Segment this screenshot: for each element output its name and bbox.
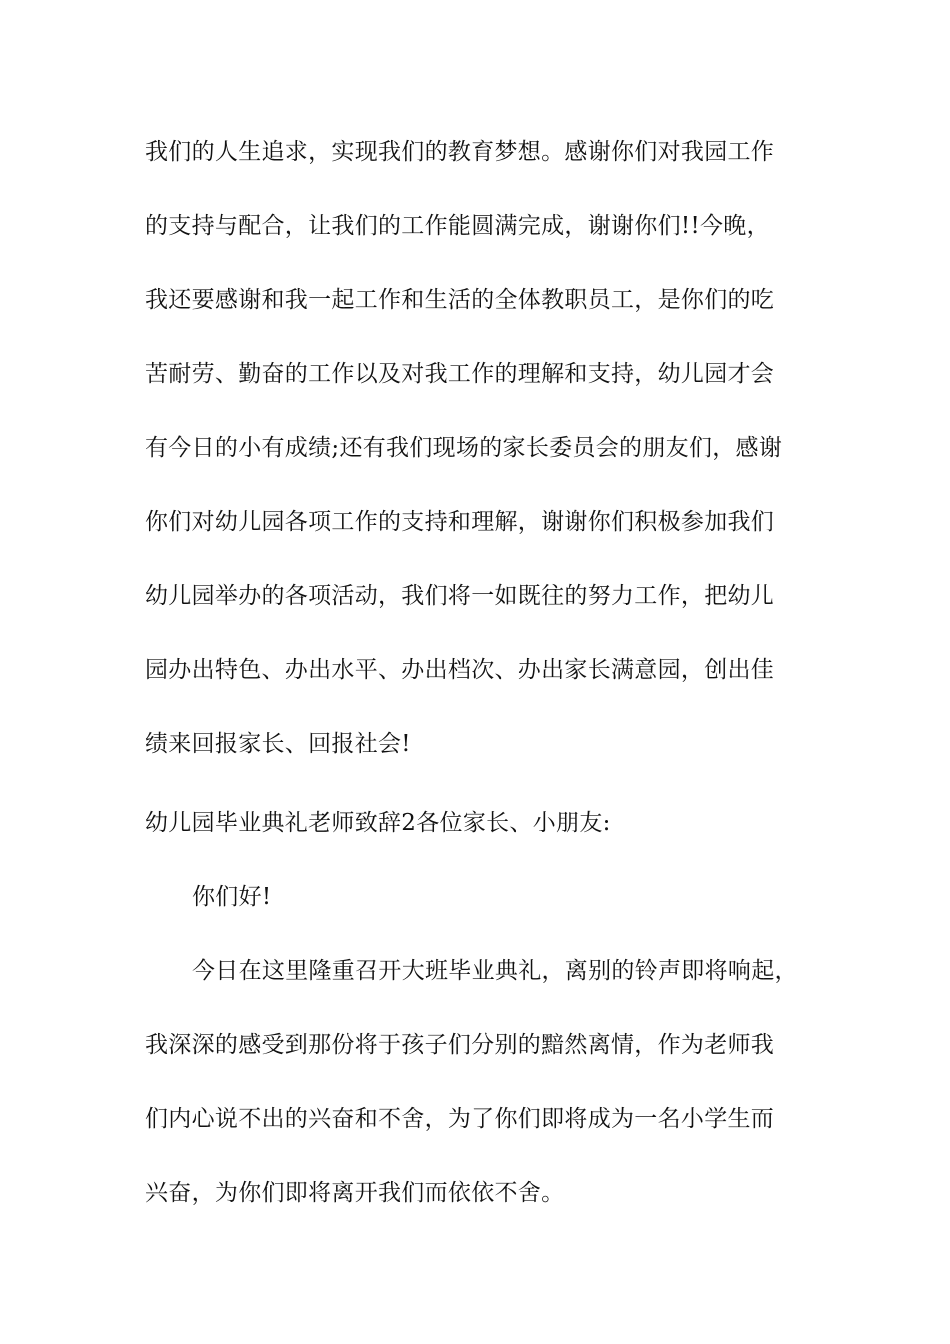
- text-line: 我们的人生追求，实现我们的教育梦想。感谢你们对我园工作: [145, 139, 775, 165]
- text-line: 我还要感谢和我一起工作和生活的全体教职员工，是你们的吃: [145, 287, 775, 313]
- text-line: 的支持与配合，让我们的工作能圆满完成，谢谢你们!!今晚，: [145, 213, 770, 239]
- text-line: 有今日的小有成绩;还有我们现场的家长委员会的朋友们，感谢: [145, 435, 783, 461]
- section-heading: 幼儿园毕业典礼老师致辞2各位家长、小朋友:: [145, 810, 611, 836]
- text-line: 你们对幼儿园各项工作的支持和理解，谢谢你们积极参加我们: [145, 509, 775, 535]
- greeting-line: 你们好!: [192, 884, 272, 910]
- text-line: 苦耐劳、勤奋的工作以及对我工作的理解和支持，幼儿园才会: [145, 361, 775, 387]
- text-line: 们内心说不出的兴奋和不舍，为了你们即将成为一名小学生而: [145, 1106, 775, 1132]
- text-line: 园办出特色、办出水平、办出档次、办出家长满意园，创出佳: [145, 657, 775, 683]
- text-line: 绩来回报家长、回报社会!: [145, 731, 411, 757]
- paragraph-start-line: 今日在这里隆重召开大班毕业典礼，离别的铃声即将响起，: [192, 958, 798, 984]
- text-line: 幼儿园举办的各项活动，我们将一如既往的努力工作，把幼儿: [145, 583, 775, 609]
- text-line: 兴奋，为你们即将离开我们而依依不舍。: [145, 1180, 565, 1206]
- text-line: 我深深的感受到那份将于孩子们分别的黯然离情，作为老师我: [145, 1032, 775, 1058]
